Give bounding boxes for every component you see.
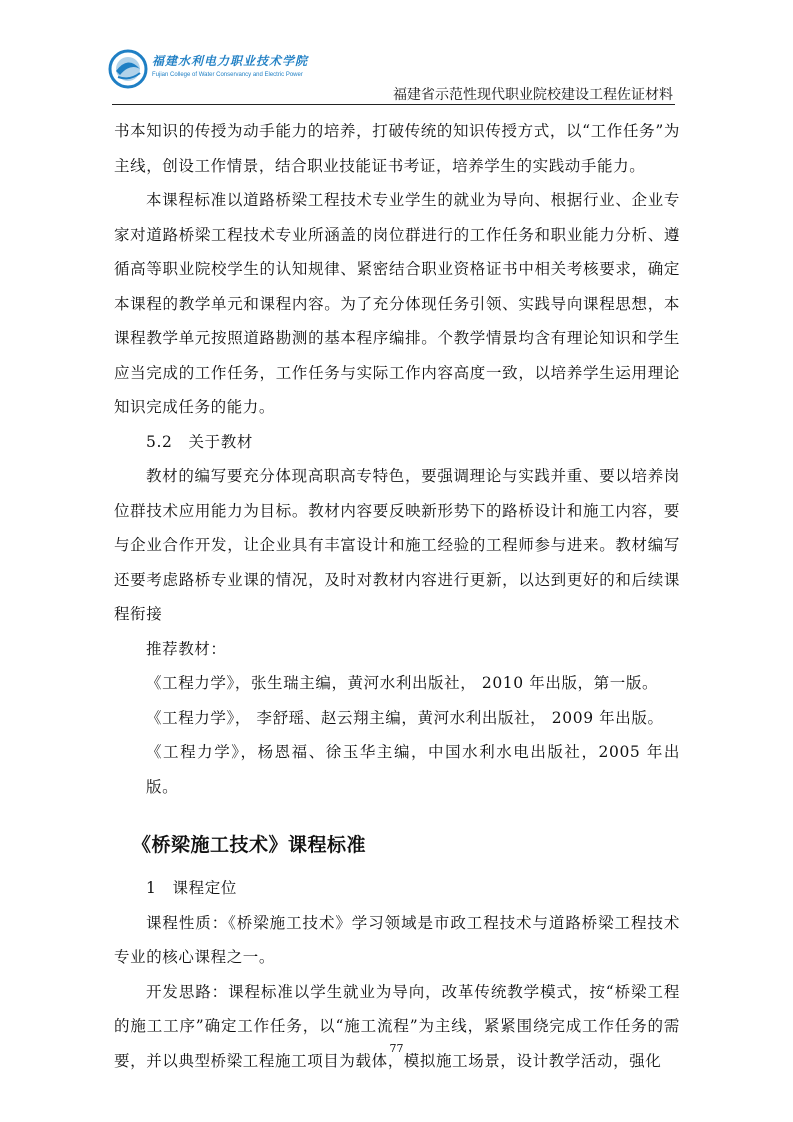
reference-item: 《工程力学》， 李舒瑶、赵云翔主编，黄河水利出版社， 2009 年出版。 bbox=[146, 708, 664, 727]
document-body bbox=[114, 114, 680, 1078]
logo-subtext: Fujian College of Water Conservancy and Electric Power bbox=[152, 72, 303, 78]
page-number: 77 bbox=[389, 1042, 404, 1055]
paragraph: 书本知识的传授为动手能力的培养，打破传统的知识传授方式，以“工作任务”为主线，创设工作情景，结合职业技能证书考证，培养学生的实践动手能力。 bbox=[114, 122, 680, 175]
header-divider bbox=[112, 104, 675, 105]
section-title: 《桥梁施工技术》课程标准 bbox=[132, 834, 367, 856]
paragraph: 开发思路：课程标准以学生就业为导向，改革传统教学模式，按“桥梁工程的施工工序”确定工作任务，以“施工流程”为主线，紧紧围绕完成工作任务的需要，并以典型桥梁工程施工项目为载体，模拟施工场景，设计教学活动，强化 bbox=[114, 982, 680, 1070]
reference-item: 《工程力学》，张生瑞主编，黄河水利出版社， 2010 年出版，第一版。 bbox=[146, 674, 659, 692]
paragraph: 推荐教材： bbox=[146, 639, 227, 658]
college-emblem-icon bbox=[108, 49, 148, 89]
paragraph: 课程性质：《桥梁施工技术》学习领域是市政工程技术与道路桥梁工程技术专业的核心课程之一。 bbox=[114, 913, 680, 966]
reference-item: 《工程力学》，杨恩福、徐玉华主编，中国水利水电出版社，2005 年出版。 bbox=[146, 743, 680, 796]
paragraph: 本课程标准以道路桥梁工程技术专业学生的就业为导向、根据行业、企业专家对道路桥梁工程技术专业所涵盖的岗位群进行的工作任务和职业能力分析、遵循高等职业院校学生的认知规律、紧密结合职业资格证书中相关考核要求，确定本课程的教学单元和课程内容。为了充分体现任务引领、实践导向课程思想，本课程教学单元按照道路勘测的基本程序编排。个教学情景均含有理论知识和学生应当完成的工作任务，工作任务与实际工作内容高度一致，以培养学生运用理论知识完成任务的能力。 bbox=[114, 191, 680, 416]
subsection-heading: 5.2 关于教材 bbox=[146, 432, 253, 451]
college-logo bbox=[108, 46, 309, 92]
subsection-heading: 1 课程定位 bbox=[146, 879, 237, 897]
paragraph: 教材的编写要充分体现高职高专特色，要强调理论与实践并重、要以培养岗位群技术应用能力为目标。教材内容要反映新形势下的路桥设计和施工内容，要与企业合作开发，让企业具有丰富设计和施工经验的工程师参与进来。教材编写还要考虑路桥专业课的情况，及时对教材内容进行更新，以达到更好的和后续课程衔接 bbox=[114, 467, 680, 623]
logo-text: 福建水利电力职业技术学院 bbox=[152, 54, 309, 68]
header-title: 福建省示范性现代职业院校建设工程佐证材料 bbox=[393, 87, 673, 103]
